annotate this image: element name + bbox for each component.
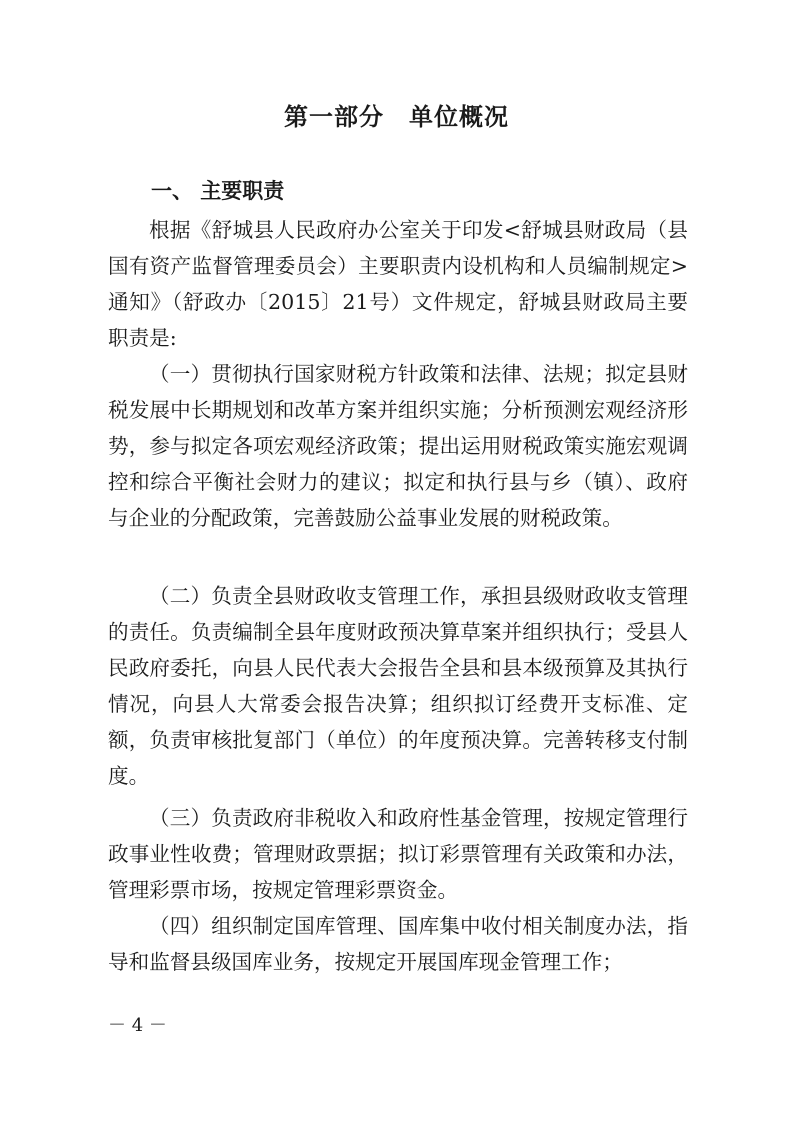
- duty-paragraph-3: （三）负责政府非税收入和政府性基金管理，按规定管理行政事业性收费；管理财政票据；拟订彩票管理有关政策和办法，管理彩票市场，按规定管理彩票资金。: [108, 806, 688, 902]
- intro-paragraph: 根据《舒城县人民政府办公室关于印发<舒城县财政局（县国有资产监督管理委员会）主要职责内设机构和人员编制规定>通知》（舒政办〔2015〕21号）文件规定，舒城县财政局主要职责是:: [108, 218, 688, 350]
- section-heading: 一、 主要职责: [151, 179, 285, 203]
- page-number: － 4 －: [108, 1015, 167, 1036]
- duty-paragraph-2: （二）负责全县财政收支管理工作，承担县级财政收支管理的责任。负责编制全县年度财政预决算草案并组织执行；受县人民政府委托，向县人民代表大会报告全县和县本级预算及其执行情况，向县人大常委会报告决算；组织拟订经费开支标准、定额，负责审核批复部门（单位）的年度预决算。完善转移支付制度。: [108, 584, 688, 788]
- duty-paragraph-1: （一）贯彻执行国家财税方针政策和法律、法规；拟定县财税发展中长期规划和改革方案并组织实施；分析预测宏观经济形势，参与拟定各项宏观经济政策；提出运用财税政策实施宏观调控和综合平衡社会财力的建议；拟定和执行县与乡（镇）、政府与企业的分配政策，完善鼓励公益事业发展的财税政策。: [108, 362, 688, 530]
- page-title: 第一部分 单位概况: [284, 103, 509, 131]
- duty-paragraph-4: （四）组织制定国库管理、国库集中收付相关制度办法，指导和监督县级国库业务，按规定开展国库现金管理工作；: [108, 914, 688, 974]
